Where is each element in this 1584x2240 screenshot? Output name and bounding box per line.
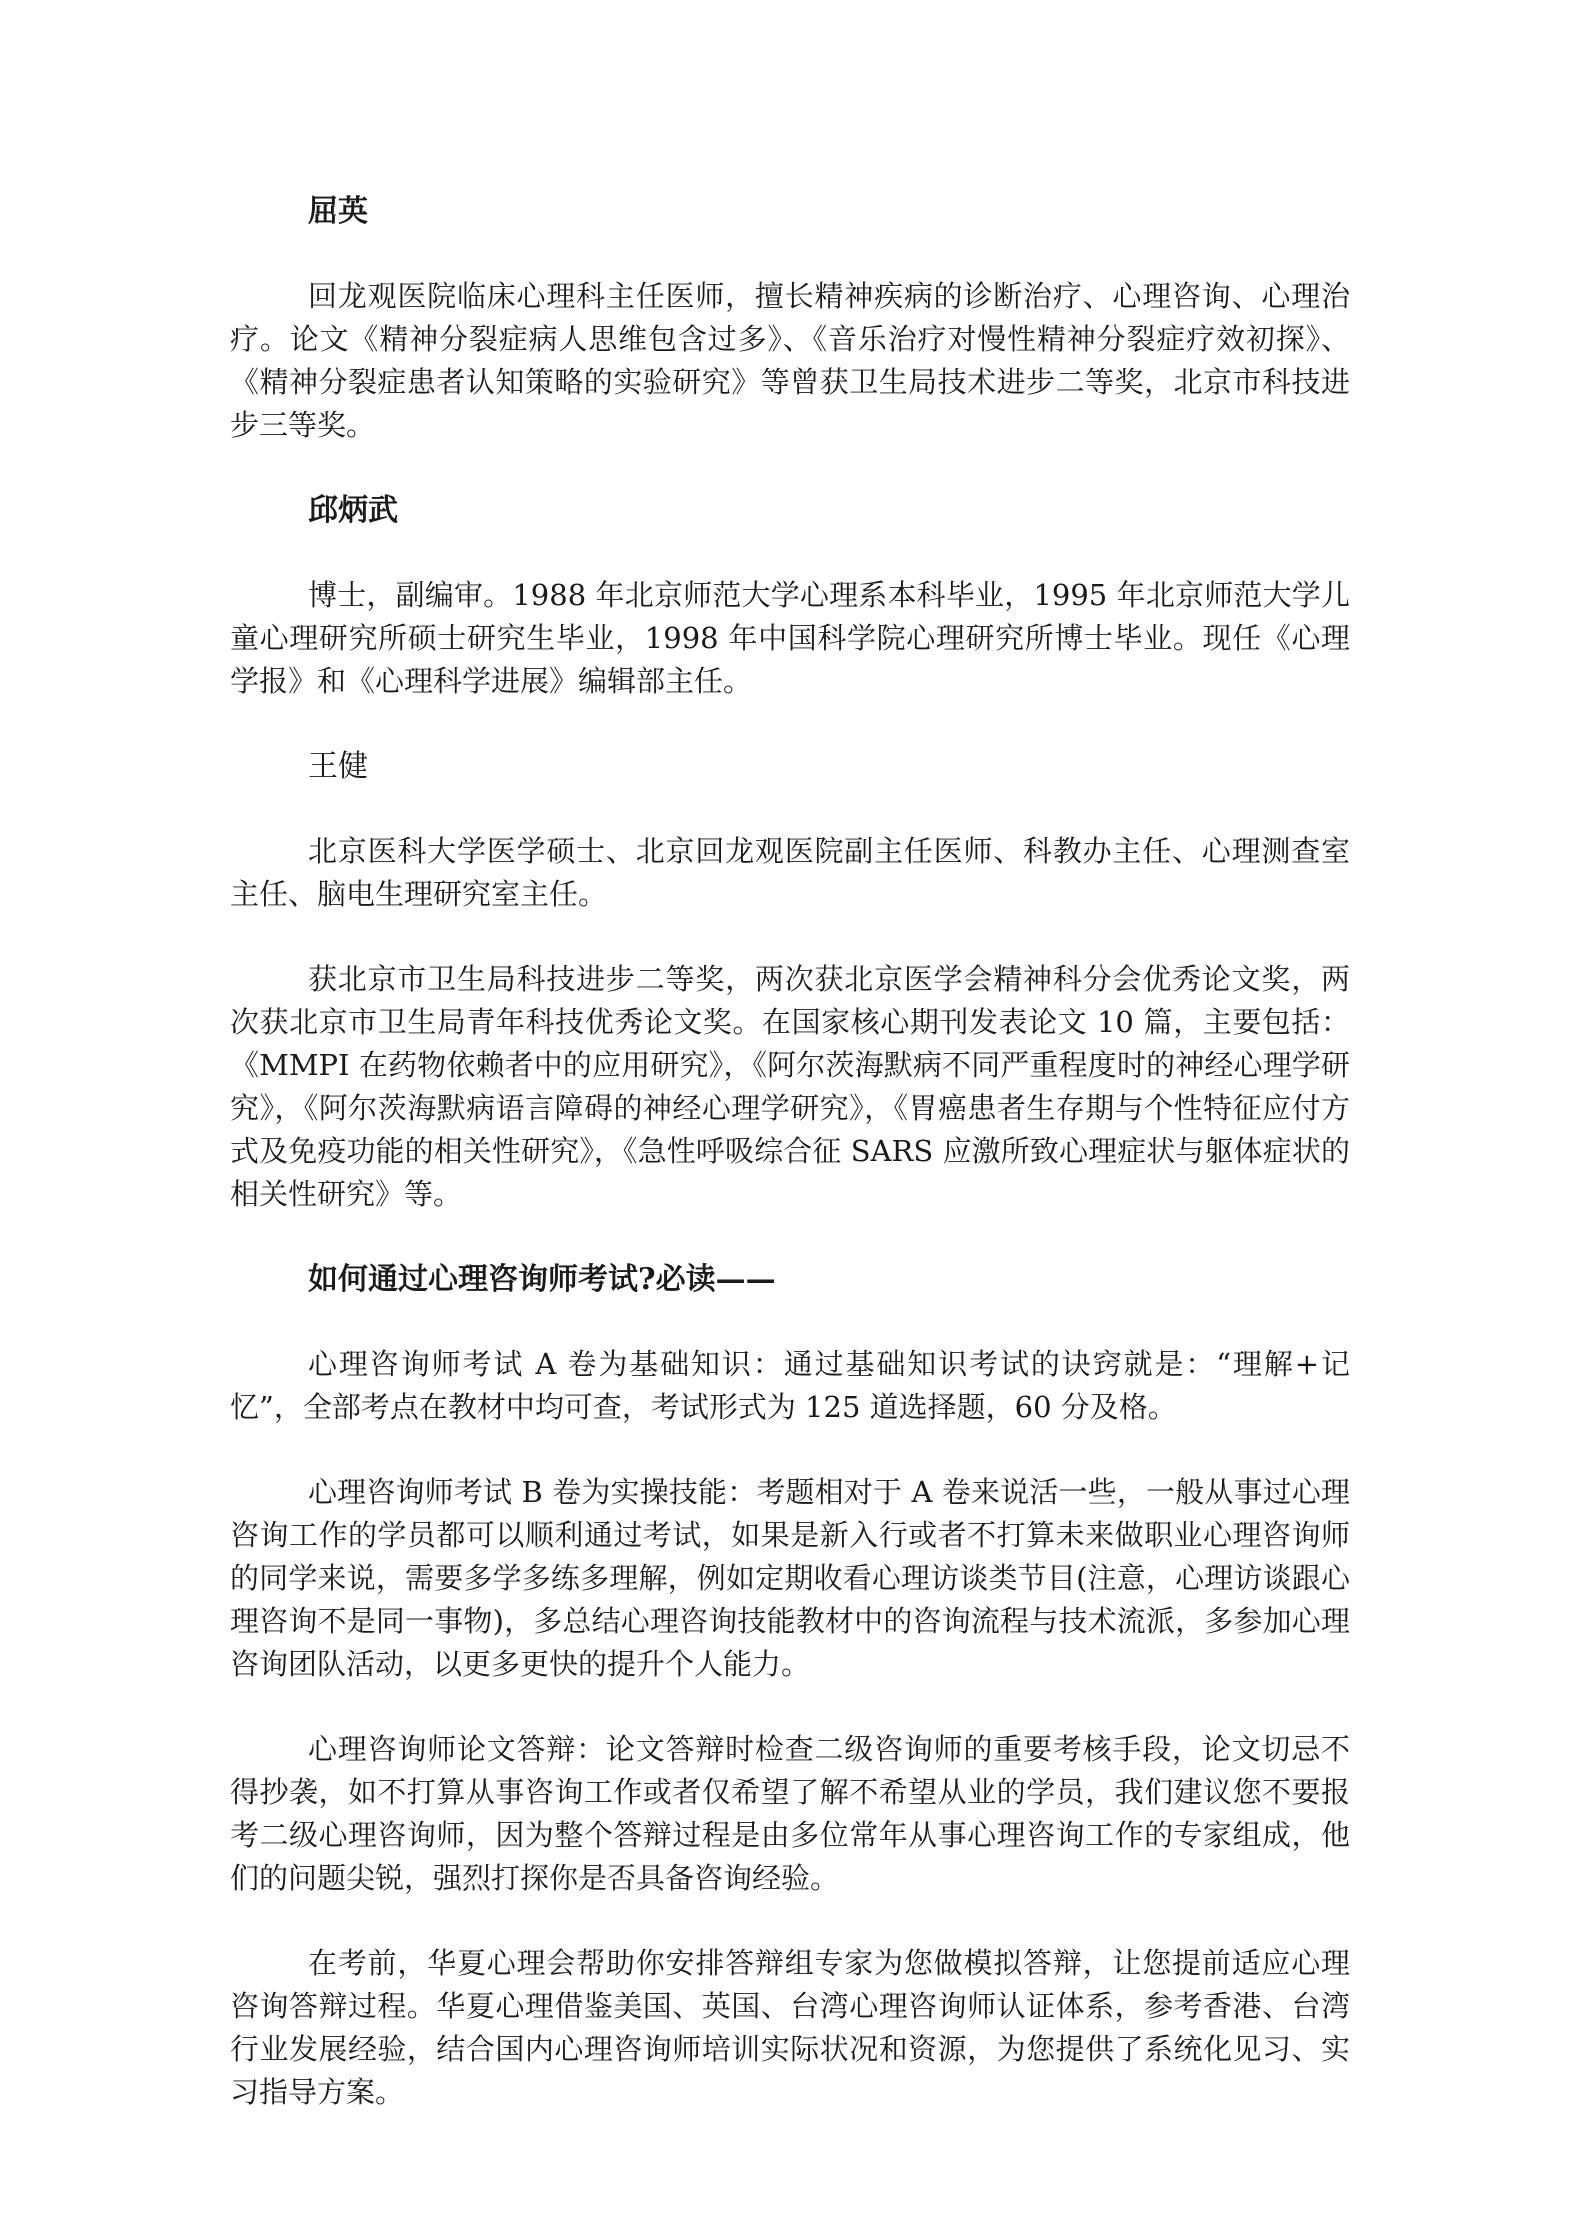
- bio-paragraph-qiu-bingwu: 博士，副编审。1988 年北京师范大学心理系本科毕业，1995 年北京师范大学儿童心理研究所硕士研究生毕业，1998 年中国科学院心理研究所博士毕业。现任《心理学报》和《心理科学进展》编辑部主任。: [230, 578, 1350, 698]
- document-body: [230, 190, 1350, 2156]
- exam-paragraph-part-a: 心理咨询师考试 A 卷为基础知识：通过基础知识考试的诀窍就是：“理解+记忆”，全部考点在教材中均可查，考试形式为 125 道选择题，60 分及格。: [230, 1347, 1350, 1424]
- exam-paragraph-thesis-defense: 心理咨询师论文答辩：论文答辩时检查二级咨询师的重要考核手段，论文切忌不得抄袭，如不打算从事咨询工作或者仅希望了解不希望从业的学员，我们建议您不要报考二级心理咨询师，因为整个答辩过程是由多位常年从事心理咨询工作的专家组成，他们的问题尖锐，强烈打探你是否具备咨询经验。: [230, 1732, 1350, 1895]
- section-heading-exam-guide: 如何通过心理咨询师考试?必读——: [308, 1262, 776, 1297]
- exam-paragraph-part-b: 心理咨询师考试 B 卷为实操技能：考题相对于 A 卷来说活一些，一般从事过心理咨询工作的学员都可以顺利通过考试，如果是新入行或者不打算未来做职业心理咨询师的同学来说，需要多学多练多理解，例如定期收看心理访谈类节目(注意，心理访谈跟心理咨询不是同一事物)，多总结心理咨询技能教材中的咨询流程与技术流派，多参加心理咨询团队活动，以更多更快的提升个人能力。: [230, 1475, 1350, 1681]
- bio-paragraph-qu-ying: 回龙观医院临床心理科主任医师，擅长精神疾病的诊断治疗、心理咨询、心理治疗。论文《精神分裂症病人思维包含过多》、《音乐治疗对慢性精神分裂症疗效初探》、《精神分裂症患者认知策略的实验研究》等曾获卫生局技术进步二等奖，北京市科技进步三等奖。: [230, 279, 1350, 442]
- section-heading-qu-ying: 屈英: [308, 194, 368, 229]
- bio-paragraph-wang-jian-2: 获北京市卫生局科技进步二等奖，两次获北京医学会精神科分会优秀论文奖，两次获北京市卫生局青年科技优秀论文奖。在国家核心期刊发表论文 10 篇，主要包括：《MMPI 在药物依赖者中的应用研究》，《阿尔茨海默病不同严重程度时的神经心理学研究》，《阿尔茨海默病语言障碍的神经心理学研究》，《胃癌患者生存期与个性特征应付方式及免疫功能的相关性研究》，《急性呼吸综合征 SARS 应激所致心理症状与躯体症状的相关性研究》等。: [230, 962, 1350, 1211]
- bio-paragraph-wang-jian-1: 北京医科大学医学硕士、北京回龙观医院副主任医师、科教办主任、心理测查室主任、脑电生理研究室主任。: [230, 834, 1350, 911]
- section-heading-qiu-bingwu: 邱炳武: [308, 493, 398, 528]
- section-heading-wang-jian: 王健: [308, 749, 368, 784]
- exam-paragraph-preparation: 在考前，华夏心理会帮助你安排答辩组专家为您做模拟答辩，让您提前适应心理咨询答辩过程。华夏心理借鉴美国、英国、台湾心理咨询师认证体系，参考香港、台湾行业发展经验，结合国内心理咨询师培训实际状况和资源，为您提供了系统化见习、实习指导方案。: [230, 1946, 1350, 2109]
